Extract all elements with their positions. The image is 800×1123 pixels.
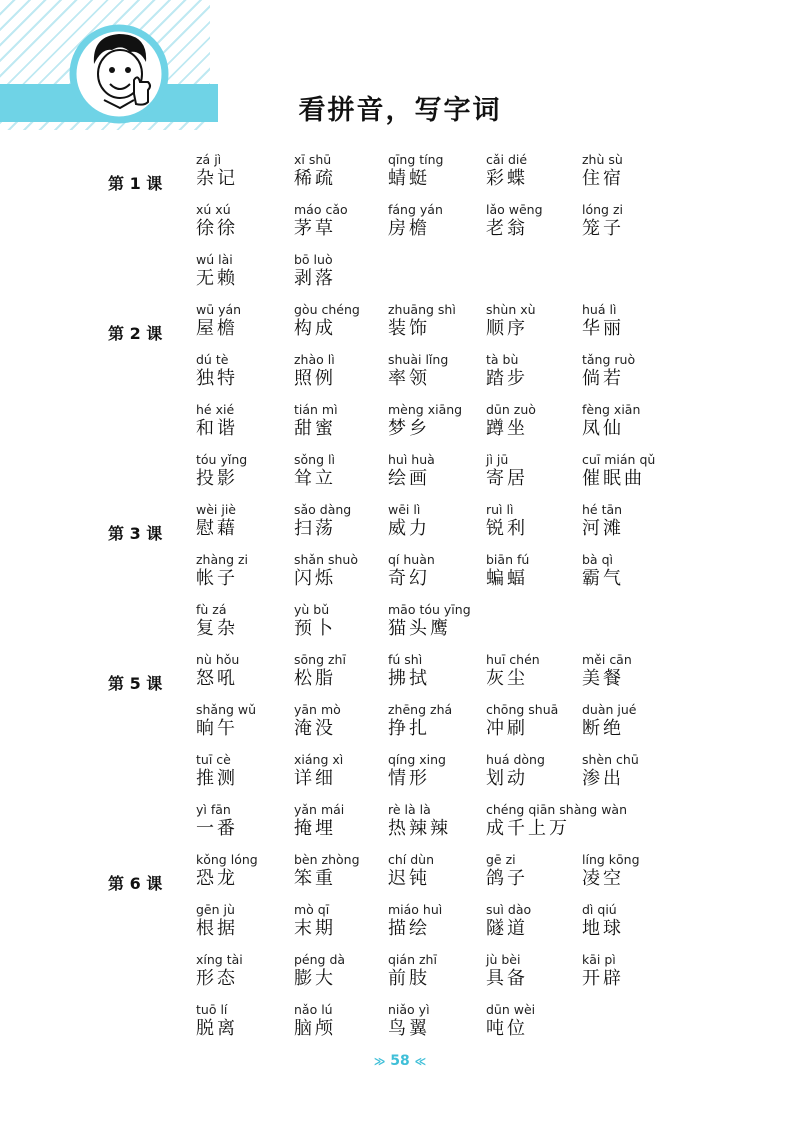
- word-item: [196, 502, 296, 540]
- word-row: [0, 300, 800, 350]
- hanzi-text: 断绝: [582, 718, 624, 739]
- word-row: [0, 250, 800, 300]
- hanzi-text: 情形: [388, 768, 430, 789]
- word-row: [0, 550, 800, 600]
- word-row: [0, 800, 800, 850]
- pinyin-text: shuài lǐng: [388, 352, 449, 367]
- pinyin-text: chí dùn: [388, 852, 435, 867]
- word-item: [486, 302, 586, 340]
- hanzi-text: 扫荡: [294, 518, 336, 539]
- word-item: [294, 652, 394, 690]
- hanzi-text: 膨大: [294, 968, 336, 989]
- pinyin-text: hé tān: [582, 502, 623, 517]
- pinyin-text: huì huà: [388, 452, 435, 467]
- word-row: [0, 400, 800, 450]
- hanzi-text: 推测: [196, 768, 238, 789]
- word-row: [0, 150, 800, 200]
- word-item: [582, 452, 682, 490]
- pinyin-text: wèi jiè: [196, 502, 236, 517]
- hanzi-text: 装饰: [388, 318, 430, 339]
- word-item: [388, 552, 488, 590]
- word-item: [388, 1002, 488, 1040]
- pinyin-text: yì fān: [196, 802, 231, 817]
- pinyin-text: niǎo yì: [388, 1002, 430, 1017]
- hanzi-text: 投影: [196, 468, 238, 489]
- pinyin-text: mò qī: [294, 902, 330, 917]
- pinyin-text: zá jì: [196, 152, 222, 167]
- hanzi-text: 末期: [294, 918, 336, 939]
- right-chevron-icon: ≪: [414, 1055, 427, 1068]
- hanzi-text: 华丽: [582, 318, 624, 339]
- pinyin-text: dú tè: [196, 352, 229, 367]
- pinyin-text: rè là là: [388, 802, 431, 817]
- hanzi-text: 蝙蝠: [486, 568, 528, 589]
- pinyin-text: huī chén: [486, 652, 540, 667]
- word-item: [196, 152, 296, 190]
- word-row: [0, 600, 800, 650]
- word-item: [294, 902, 394, 940]
- hanzi-text: 拂拭: [388, 668, 430, 689]
- word-item: [196, 1002, 296, 1040]
- word-item: [196, 402, 296, 440]
- pinyin-text: nù hǒu: [196, 652, 240, 667]
- word-row: [0, 750, 800, 800]
- hanzi-text: 迟钝: [388, 868, 430, 889]
- pinyin-text: duàn jué: [582, 702, 637, 717]
- pinyin-text: shǎn shuò: [294, 552, 358, 567]
- word-item: [486, 652, 586, 690]
- word-item: [294, 452, 394, 490]
- hanzi-text: 开辟: [582, 968, 624, 989]
- pinyin-text: dūn zuò: [486, 402, 536, 417]
- word-item: [294, 752, 394, 790]
- hanzi-text: 和谐: [196, 418, 238, 439]
- pinyin-text: shèn chū: [582, 752, 639, 767]
- hanzi-text: 河滩: [582, 518, 624, 539]
- pinyin-text: zhàng zi: [196, 552, 249, 567]
- pinyin-text: dūn wèi: [486, 1002, 536, 1017]
- hanzi-text: 锐利: [486, 518, 528, 539]
- pinyin-text: tuī cè: [196, 752, 231, 767]
- hanzi-text: 独特: [196, 368, 238, 389]
- word-item: [294, 502, 394, 540]
- hanzi-text: 霸气: [582, 568, 624, 589]
- hanzi-text: 笼子: [582, 218, 624, 239]
- word-row: [0, 450, 800, 500]
- pinyin-text: gē zi: [486, 852, 516, 867]
- lesson-label: 第 5 课: [108, 674, 163, 693]
- hanzi-text: 慰藉: [196, 518, 238, 539]
- lesson-label: 第 2 课: [108, 324, 163, 343]
- pinyin-text: xiáng xì: [294, 752, 344, 767]
- word-item: [582, 202, 682, 240]
- word-item: [388, 702, 488, 740]
- word-item: [388, 652, 488, 690]
- hanzi-text: 率领: [388, 368, 430, 389]
- pinyin-text: xíng tài: [196, 952, 243, 967]
- pinyin-text: bèn zhòng: [294, 852, 360, 867]
- pinyin-text: zhēng zhá: [388, 702, 453, 717]
- pinyin-text: tǎng ruò: [582, 352, 636, 367]
- hanzi-text: 倘若: [582, 368, 624, 389]
- word-row: [0, 350, 800, 400]
- pinyin-text: shùn xù: [486, 302, 536, 317]
- pinyin-text: tà bù: [486, 352, 519, 367]
- word-item: [196, 302, 296, 340]
- word-item: [294, 952, 394, 990]
- pinyin-text: xī shū: [294, 152, 332, 167]
- pinyin-text: wēi lì: [388, 502, 421, 517]
- pinyin-text: qīng tíng: [388, 152, 444, 167]
- word-item: [486, 552, 586, 590]
- word-item: [388, 802, 488, 840]
- pinyin-text: péng dà: [294, 952, 346, 967]
- word-item: [388, 952, 488, 990]
- lesson-label: 第 1 课: [108, 174, 163, 193]
- hanzi-text: 照例: [294, 368, 336, 389]
- hanzi-text: 寄居: [486, 468, 528, 489]
- pinyin-text: ruì lì: [486, 502, 514, 517]
- hanzi-text: 房檐: [388, 218, 430, 239]
- word-item: [486, 752, 586, 790]
- word-item: [294, 1002, 394, 1040]
- pinyin-text: biān fú: [486, 552, 530, 567]
- word-item: [582, 352, 682, 390]
- pinyin-text: fú shì: [388, 652, 423, 667]
- word-item: [388, 752, 488, 790]
- word-item: [486, 402, 586, 440]
- pinyin-text: mèng xiāng: [388, 402, 463, 417]
- pinyin-text: hé xié: [196, 402, 235, 417]
- word-item: [582, 702, 682, 740]
- word-item: [294, 552, 394, 590]
- hanzi-text: 耸立: [294, 468, 336, 489]
- pinyin-text: yù bǔ: [294, 602, 330, 617]
- hanzi-text: 复杂: [196, 618, 238, 639]
- word-item: [388, 602, 488, 640]
- hanzi-text: 剥落: [294, 268, 336, 289]
- hanzi-text: 掩埋: [294, 818, 336, 839]
- hanzi-text: 冲刷: [486, 718, 528, 739]
- word-item: [486, 152, 586, 190]
- pinyin-text: fù zá: [196, 602, 227, 617]
- word-item: [196, 552, 296, 590]
- word-item: [582, 652, 682, 690]
- word-item: [196, 752, 296, 790]
- page-number-text: 58: [390, 1053, 410, 1069]
- word-item: [582, 402, 682, 440]
- pinyin-text: dì qiú: [582, 902, 617, 917]
- pinyin-text: yǎn mái: [294, 802, 345, 817]
- hanzi-text: 前肢: [388, 968, 430, 989]
- hanzi-text: 一番: [196, 818, 238, 839]
- pinyin-text: miáo huì: [388, 902, 443, 917]
- pinyin-text: gēn jù: [196, 902, 235, 917]
- word-item: [196, 252, 296, 290]
- pinyin-text: fèng xiān: [582, 402, 641, 417]
- word-item: [486, 702, 586, 740]
- pinyin-text: huá lì: [582, 302, 617, 317]
- hanzi-text: 杂记: [196, 168, 238, 189]
- word-item: [196, 202, 296, 240]
- hanzi-text: 热辣辣: [388, 818, 451, 839]
- hanzi-text: 顺序: [486, 318, 528, 339]
- hanzi-text: 隧道: [486, 918, 528, 939]
- word-item: [294, 252, 394, 290]
- hanzi-text: 预卜: [294, 618, 336, 639]
- word-item: [486, 452, 586, 490]
- hanzi-text: 划动: [486, 768, 528, 789]
- word-item: [196, 952, 296, 990]
- pinyin-text: bō luò: [294, 252, 333, 267]
- hanzi-text: 屋檐: [196, 318, 238, 339]
- pinyin-text: wū yán: [196, 302, 242, 317]
- lesson-label: 第 3 课: [108, 524, 163, 543]
- word-item: [582, 502, 682, 540]
- word-item: [486, 952, 586, 990]
- hanzi-text: 威力: [388, 518, 430, 539]
- pinyin-text: zhuāng shì: [388, 302, 456, 317]
- word-row: [0, 950, 800, 1000]
- word-item: [486, 802, 628, 840]
- word-item: [486, 202, 586, 240]
- hanzi-text: 稀疏: [294, 168, 336, 189]
- pinyin-text: kāi pì: [582, 952, 616, 967]
- word-item: [294, 852, 394, 890]
- hanzi-text: 凌空: [582, 868, 624, 889]
- pinyin-text: tóu yǐng: [196, 452, 248, 467]
- word-item: [486, 902, 586, 940]
- word-item: [388, 352, 488, 390]
- hanzi-text: 鸽子: [486, 868, 528, 889]
- hanzi-text: 蹲坐: [486, 418, 528, 439]
- pinyin-text: zhù sù: [582, 152, 623, 167]
- hanzi-text: 无赖: [196, 268, 238, 289]
- pinyin-text: huá dòng: [486, 752, 545, 767]
- word-item: [196, 802, 296, 840]
- word-item: [388, 202, 488, 240]
- word-item: [388, 452, 488, 490]
- pinyin-text: bà qì: [582, 552, 613, 567]
- lesson-label: 第 6 课: [108, 874, 163, 893]
- word-item: [388, 852, 488, 890]
- hanzi-text: 详细: [294, 768, 336, 789]
- pinyin-text: qián zhī: [388, 952, 437, 967]
- hanzi-text: 挣扎: [388, 718, 430, 739]
- word-item: [582, 752, 682, 790]
- page-number: [0, 1053, 800, 1069]
- pinyin-text: zhào lì: [294, 352, 335, 367]
- hanzi-text: 吨位: [486, 1018, 528, 1039]
- pinyin-text: lǎo wēng: [486, 202, 543, 217]
- hanzi-text: 描绘: [388, 918, 430, 939]
- pinyin-text: shǎng wǔ: [196, 702, 257, 717]
- hanzi-text: 奇幻: [388, 568, 430, 589]
- word-item: [196, 352, 296, 390]
- word-row: [0, 500, 800, 550]
- word-item: [196, 902, 296, 940]
- pinyin-text: chéng qiān shàng wàn: [486, 802, 628, 817]
- pinyin-text: lóng zi: [582, 202, 623, 217]
- hanzi-text: 徐徐: [196, 218, 238, 239]
- word-item: [388, 302, 488, 340]
- hanzi-text: 晌午: [196, 718, 238, 739]
- hanzi-text: 地球: [582, 918, 624, 939]
- word-item: [196, 602, 296, 640]
- hanzi-text: 蜻蜓: [388, 168, 430, 189]
- hanzi-text: 住宿: [582, 168, 624, 189]
- pinyin-text: suì dào: [486, 902, 532, 917]
- word-item: [388, 502, 488, 540]
- hanzi-text: 猫头鹰: [388, 618, 451, 639]
- word-item: [582, 152, 682, 190]
- left-chevron-icon: ≫: [373, 1055, 386, 1068]
- word-row: [0, 700, 800, 750]
- hanzi-text: 美餐: [582, 668, 624, 689]
- word-item: [486, 852, 586, 890]
- hanzi-text: 脱离: [196, 1018, 238, 1039]
- hanzi-text: 脑颅: [294, 1018, 336, 1039]
- word-item: [582, 852, 682, 890]
- word-item: [388, 902, 488, 940]
- word-row: [0, 200, 800, 250]
- word-item: [582, 302, 682, 340]
- hanzi-text: 形态: [196, 968, 238, 989]
- word-item: [582, 952, 682, 990]
- pinyin-text: měi cān: [582, 652, 632, 667]
- pinyin-text: jì jū: [486, 452, 509, 467]
- hanzi-text: 成千上万: [486, 818, 570, 839]
- hanzi-text: 怒吼: [196, 668, 238, 689]
- hanzi-text: 彩蝶: [486, 168, 528, 189]
- hanzi-text: 老翁: [486, 218, 528, 239]
- pinyin-text: sǒng lì: [294, 452, 335, 467]
- word-item: [388, 402, 488, 440]
- word-row: [0, 1000, 800, 1050]
- word-item: [294, 802, 394, 840]
- hanzi-text: 具备: [486, 968, 528, 989]
- word-item: [196, 452, 296, 490]
- word-row: [0, 650, 800, 700]
- pinyin-text: cǎi dié: [486, 152, 528, 167]
- lesson-list: [0, 150, 800, 1050]
- word-item: [294, 402, 394, 440]
- pinyin-text: qíng xing: [388, 752, 446, 767]
- word-item: [582, 902, 682, 940]
- hanzi-text: 渗出: [582, 768, 624, 789]
- word-item: [388, 152, 488, 190]
- pinyin-text: yān mò: [294, 702, 341, 717]
- hanzi-text: 恐龙: [196, 868, 238, 889]
- word-item: [294, 302, 394, 340]
- hanzi-text: 绘画: [388, 468, 430, 489]
- hanzi-text: 帐子: [196, 568, 238, 589]
- word-item: [294, 202, 394, 240]
- hanzi-text: 灰尘: [486, 668, 528, 689]
- pinyin-text: qí huàn: [388, 552, 435, 567]
- word-item: [486, 502, 586, 540]
- pinyin-text: jù bèi: [486, 952, 521, 967]
- word-item: [486, 1002, 586, 1040]
- hanzi-text: 根据: [196, 918, 238, 939]
- pinyin-text: xú xú: [196, 202, 231, 217]
- hanzi-text: 构成: [294, 318, 336, 339]
- hanzi-text: 鸟翼: [388, 1018, 430, 1039]
- pinyin-text: gòu chéng: [294, 302, 360, 317]
- hanzi-text: 踏步: [486, 368, 528, 389]
- pinyin-text: líng kōng: [582, 852, 640, 867]
- page-title: 看拼音，写字词: [298, 95, 502, 126]
- pinyin-text: wú lài: [196, 252, 233, 267]
- pinyin-text: kǒng lóng: [196, 852, 258, 867]
- pinyin-text: fáng yán: [388, 202, 443, 217]
- pinyin-text: māo tóu yīng: [388, 602, 471, 617]
- hanzi-text: 催眠曲: [582, 468, 645, 489]
- word-item: [196, 852, 296, 890]
- hanzi-text: 闪烁: [294, 568, 336, 589]
- hanzi-text: 梦乡: [388, 418, 430, 439]
- hanzi-text: 淹没: [294, 718, 336, 739]
- word-item: [196, 652, 296, 690]
- word-item: [582, 552, 682, 590]
- word-item: [294, 602, 394, 640]
- pinyin-text: nǎo lú: [294, 1002, 333, 1017]
- hanzi-text: 凤仙: [582, 418, 624, 439]
- pinyin-text: tuō lí: [196, 1002, 228, 1017]
- hanzi-text: 甜蜜: [294, 418, 336, 439]
- word-item: [486, 352, 586, 390]
- hanzi-text: 茅草: [294, 218, 336, 239]
- word-item: [294, 152, 394, 190]
- word-item: [196, 702, 296, 740]
- word-item: [294, 702, 394, 740]
- pinyin-text: tián mì: [294, 402, 338, 417]
- word-item: [294, 352, 394, 390]
- word-row: [0, 900, 800, 950]
- word-row: [0, 850, 800, 900]
- hanzi-text: 笨重: [294, 868, 336, 889]
- hanzi-text: 松脂: [294, 668, 336, 689]
- pinyin-text: sǎo dàng: [294, 502, 352, 517]
- pinyin-text: sōng zhī: [294, 652, 346, 667]
- pinyin-text: chōng shuā: [486, 702, 559, 717]
- pinyin-text: cuī mián qǔ: [582, 452, 656, 467]
- pinyin-text: máo cǎo: [294, 202, 348, 217]
